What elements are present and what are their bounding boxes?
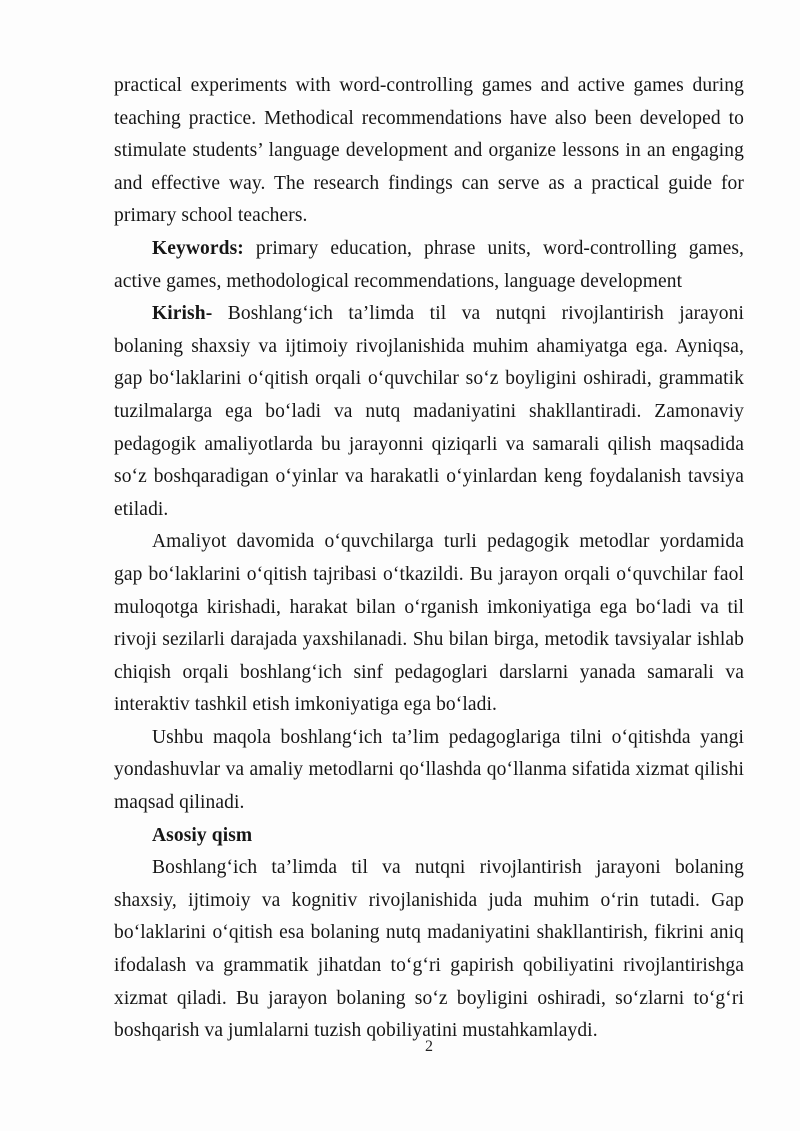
text-run: Ushbu maqola boshlangʻich ta’lim pedagoglariga tilni oʻqitishda yangi yondashuvlar va amaliy metodlarni qoʻllashda qoʻllanma sifatida xizmat qilishi maqsad qilinadi. (114, 726, 744, 814)
text-run: practical experiments with word-controlling games and active games during teaching practice. Methodical recommendations have also been developed to stimulate students’ language development and organize lessons in an engaging and effective way. The research findings can serve as a practical guide for primary school teachers. (114, 75, 744, 227)
text-run: primary education, phrase units, word-controlling games, active games, methodological recommendations, language development (114, 237, 744, 292)
page-number: 2 (425, 1038, 433, 1055)
text-run: Amaliyot davomida oʻquvchilarga turli pedagogik metodlar yordamida gap boʻlaklarini oʻqitish tajribasi oʻtkazildi. Bu jarayon orqali oʻquvchilar faol muloqotga kirishadi, harakat bilan oʻrganish imkoniyatiga ega boʻladi va til rivoji sezilarli darajada yaxshilanadi. Shu bilan birga, metodik tavsiyalar ishlab chiqish orqali boshlangʻich sinf pedagoglari darslarni yanada samarali va interaktiv tashkil etish imkoniyatiga ega boʻladi. (114, 531, 744, 716)
bold-text-run: Asosiy qism (152, 824, 253, 846)
bold-text-run: Keywords: (152, 237, 244, 259)
paragraph-keywords (114, 233, 744, 298)
paragraph-abstract-continuation (114, 70, 744, 233)
page-footer (114, 1036, 744, 1058)
text-run: Boshlangʻich ta’limda til va nutqni rivojlantirish jarayoni bolaning shaxsiy va ijtimoiy rivojlanishida muhim ahamiyatga ega. Ayniqsa, gap boʻlaklarini oʻqitish orqali oʻquvchilar soʻz boyligini oshiradi, grammatik tuzilmalarga ega boʻladi va nutq madaniyatini shakllantiradi. Zamonaviy pedagogik amaliyotlarda bu jarayonni qiziqarli va samarali qilish maqsadida soʻz boshqaradigan oʻyinlar va harakatli oʻyinlardan keng foydalanish tavsiya etiladi. (114, 303, 744, 520)
paragraph-ushbu-maqola (114, 722, 744, 820)
heading-asosiy-qism (114, 820, 744, 853)
document-body (114, 70, 744, 1048)
text-run: Boshlangʻich ta’limda til va nutqni rivojlantirish jarayoni bolaning shaxsiy, ijtimoiy va kognitiv rivojlanishida juda muhim oʻrin tutadi. Gap boʻlaklarini oʻqitish esa bolaning nutq madaniyatini shakllantirish, fikrini aniq ifodalash va grammatik jihatdan toʻgʻri gapirish qobiliyatini rivojlantirishga xizmat qiladi. Bu jarayon bolaning soʻz boyligini oshiradi, soʻzlarni toʻgʻri boshqarish va jumlalarni tuzish qobiliyatini mustahkamlaydi. (114, 857, 744, 1042)
paragraph-boshlangich-talimda (114, 852, 744, 1048)
bold-text-run: Kirish- (152, 303, 213, 325)
paragraph-kirish (114, 298, 744, 526)
paragraph-amaliyot (114, 526, 744, 722)
